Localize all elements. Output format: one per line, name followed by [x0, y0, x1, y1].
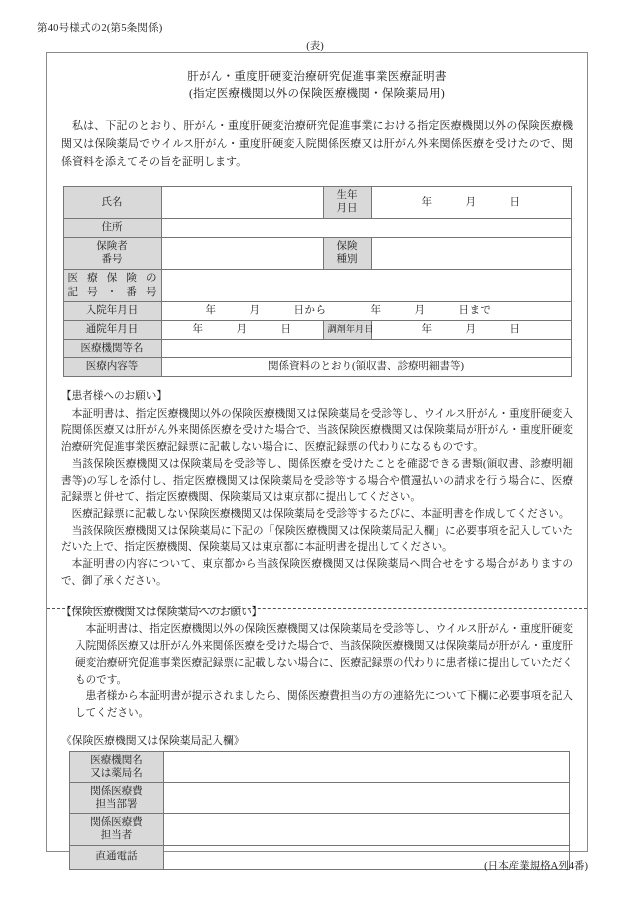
patient-form-table [63, 186, 572, 377]
patient-notice-paragraph-4: 当該保険医療機関又は保険薬局に下記の「保険医療機関又は保険薬局記入欄」に必要事項を記入していただいた上で、指定医療機関、保険薬局又は東京都に本証明書を提出してください。 [61, 525, 573, 554]
table-row-name [63, 186, 571, 218]
birthdate-placeholder: 年 月 日 [421, 196, 521, 208]
patient-notice-heading: 【患者様へのお願い】 [61, 390, 167, 402]
label-admission-date: 入院年月日 [63, 302, 161, 321]
label-staff [70, 814, 164, 845]
field-staff-value[interactable] [164, 814, 570, 845]
document-subtitle: (指定医療機関以外の保険医療機関・保険薬局用) [188, 87, 446, 100]
label-insurance-type [323, 237, 371, 269]
field-outpatient-date-value[interactable] [161, 320, 323, 339]
table-row-institution [63, 339, 571, 358]
table-row-outpatient [63, 320, 571, 339]
page-footer: (日本産業規格A列4番) [484, 861, 588, 872]
patient-notice-paragraph-3: 医療記録票に記載しない保険医療機関又は保険薬局を受診等するたびに、本証明書を作成してください。 [71, 508, 570, 520]
table-row-staff [70, 814, 570, 845]
field-insurance-symbol-value[interactable] [161, 269, 571, 301]
table-row-address [63, 219, 571, 238]
field-insurance-type-value[interactable] [371, 237, 571, 269]
provider-notice-paragraph-1: 本証明書は、指定医療機関以外の保険医療機関又は保険薬局を受診等し、ウイルス肝がん・重度肝硬変入院関係医療又は肝がん外来関係医療を受けた場合で、当該保険医療機関又は保険薬局が肝がん・重度肝硬変治療研究促進事業医療記録票に記載しない場合に、医療記録票の代わりに患者様に提出していただくものです。 [75, 624, 573, 686]
label-department-line2: 担当部署 [95, 799, 138, 811]
label-department [70, 783, 164, 814]
label-insurance-symbol-line2: 記号・番号 [67, 286, 157, 298]
label-staff-line2: 担当者 [100, 830, 133, 842]
field-insurer-number-value[interactable] [161, 237, 323, 269]
field-facility-name-value[interactable] [164, 751, 570, 782]
label-birthdate-line2: 月日 [336, 203, 358, 215]
label-outpatient-date: 通院年月日 [63, 320, 161, 339]
table-row-insurer [63, 237, 571, 269]
field-birthdate-value[interactable] [371, 186, 571, 218]
form-number: 第40号様式の2(第5条関係) [37, 23, 163, 34]
patient-notice-block [61, 389, 573, 591]
label-facility-name-line2: 又は薬局名 [90, 767, 143, 779]
field-admission-date-value[interactable] [161, 302, 571, 321]
provider-notice-heading: 【保険医療機関又は保険薬局へのお願い】 [61, 606, 263, 618]
outpatient-placeholder: 年 月 日 [192, 323, 292, 335]
field-department-value[interactable] [164, 783, 570, 814]
label-name: 氏名 [63, 186, 161, 218]
label-insurer-number-line2: 番号 [101, 254, 123, 266]
field-dispensing-date-value[interactable] [371, 320, 571, 339]
field-name-value[interactable] [161, 186, 323, 218]
label-facility-name [70, 751, 164, 782]
label-insurer-number-line1: 保険者 [96, 240, 128, 252]
label-facility-name-line1: 医療機関名 [90, 754, 143, 766]
label-address: 住所 [63, 219, 161, 238]
section-divider [47, 608, 587, 609]
label-birthdate-line1: 生年 [336, 189, 358, 201]
table-row-admission [63, 302, 571, 321]
contact-table-heading: 《保険医療機関又は保険薬局記入欄》 [61, 734, 245, 747]
patient-notice-paragraph-2: 当該保険医療機関又は保険薬局を受診等し、関係医療を受けたことを確認できる書類(領収書、診療明細書等)の写しを添付し、指定医療機関又は保険薬局を受診等する場合や償還払いの請求を行う場合に、医療記録票と併せて、指定医療機関、保険薬局又は東京都に提出してください。 [61, 458, 573, 504]
label-direct-phone: 直通電話 [70, 845, 164, 869]
table-row-facility-name [70, 751, 570, 782]
admission-placeholder: 年 月 日から 年 月 日まで [205, 305, 492, 317]
patient-notice-paragraph-5: 本証明書の内容について、東京都から当該保険医療機関又は保険薬局へ問合せをする場合がありますので、御了承ください。 [61, 559, 573, 587]
label-dispensing-date: 調剤年月日 [323, 320, 371, 339]
label-staff-line1: 関係医療費 [90, 817, 143, 829]
label-department-line1: 関係医療費 [90, 786, 143, 798]
label-institution-name: 医療機関等名 [63, 339, 161, 358]
table-row-insurance-symbol [63, 269, 571, 301]
provider-notice-paragraph-2: 患者様から本証明書が提示されましたら、関係医療費担当の方の連絡先について下欄に必要事項を記入してください。 [75, 691, 573, 720]
document-title: 肝がん・重度肝硬変治療研究促進事業医療証明書 [187, 71, 447, 83]
label-medical-content: 医療内容等 [63, 358, 161, 377]
label-insurer-number [63, 237, 161, 269]
field-institution-name-value[interactable] [161, 339, 571, 358]
provider-notice-block [61, 605, 573, 723]
side-label: (表) [306, 41, 324, 52]
field-address-value[interactable] [161, 219, 571, 238]
label-insurance-type-line2: 種別 [336, 254, 358, 266]
provider-contact-table [69, 751, 570, 870]
label-insurance-type-line1: 保険 [336, 240, 358, 252]
label-insurance-symbol [63, 269, 161, 301]
dispensing-placeholder: 年 月 日 [421, 323, 521, 335]
field-medical-content-value: 関係資料のとおり(領収書、診療明細書等) [161, 358, 571, 377]
table-row-medical-content [63, 358, 571, 377]
table-row-department [70, 783, 570, 814]
label-birthdate [323, 186, 371, 218]
certificate-outer-box [46, 52, 588, 863]
intro-paragraph: 私は、下記のとおり、肝がん・重度肝硬変治療研究促進事業における指定医療機関以外の保険医療機関又は保険薬局でウイルス肝がん・重度肝硬変入院関係医療又は肝がん外来関係医療を受けたので、関係資料を添えてその旨を証明します。 [61, 120, 573, 168]
label-insurance-symbol-line1: 医療保険の [67, 272, 157, 284]
patient-notice-paragraph-1: 本証明書は、指定医療機関以外の保険医療機関又は保険薬局を受診等し、ウイルス肝がん・重度肝硬変入院関係医療又は肝がん外来関係医療を受けた場合で、当該保険医療機関又は保険薬局が肝がん・重度肝硬変治療研究促進事業医療記録票に記載しない場合に、医療記録票の代わりになるものです。 [61, 408, 573, 454]
